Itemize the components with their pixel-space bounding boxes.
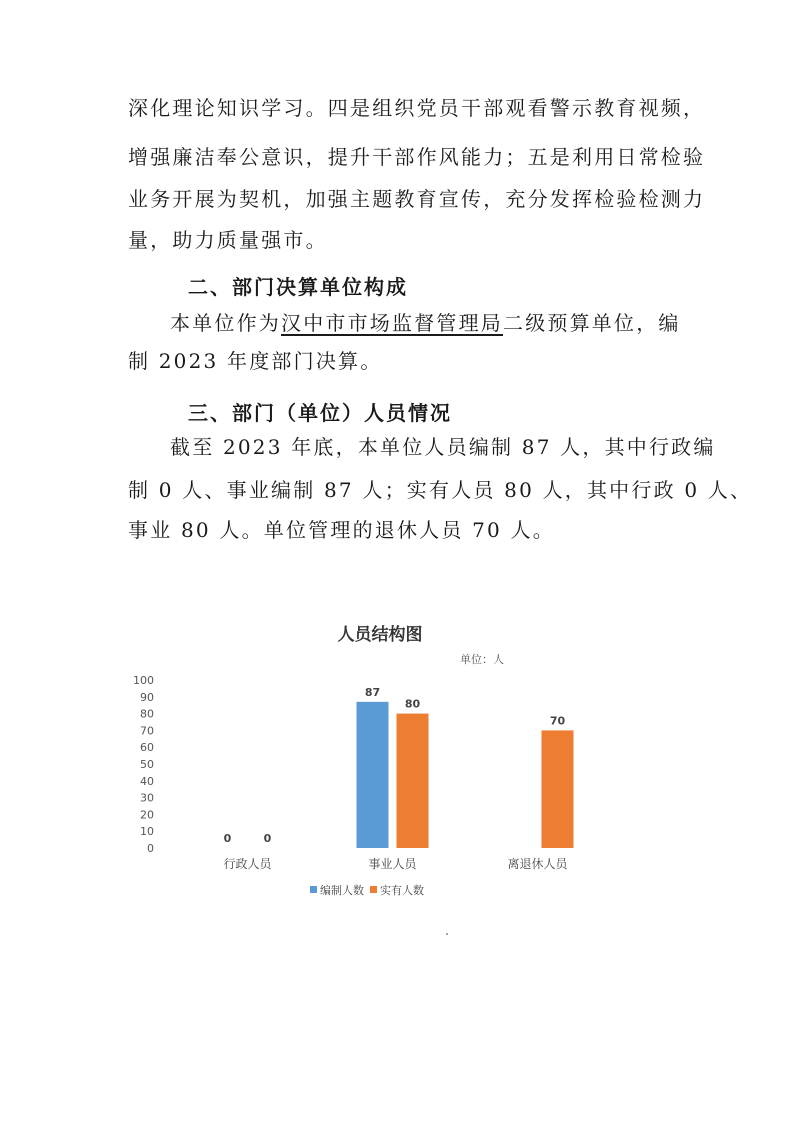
legend-swatch	[310, 886, 317, 893]
x-axis	[223, 856, 568, 871]
legend	[310, 883, 424, 897]
section3-heading: 三、部门（单位）人员情况	[188, 401, 452, 425]
section2-line1	[170, 313, 730, 333]
y-tick-label: 10	[140, 825, 154, 839]
y-tick-label: 20	[140, 808, 154, 822]
paragraph1-line3: 业务开展为契机，加强主题教育宣传，充分发挥检验检测力	[128, 187, 706, 211]
y-tick-label: 30	[140, 791, 154, 805]
legend-label: 实有人数	[380, 884, 424, 897]
section2-line2: 制 2023 年度部门决算。	[128, 349, 383, 373]
data-label: 80	[404, 697, 421, 711]
x-category-label: 事业人员	[368, 857, 417, 871]
y-tick-label: 90	[140, 690, 154, 704]
section2-line1-prefix: 本单位作为	[170, 311, 281, 335]
bars	[224, 686, 574, 848]
bar-actual	[397, 714, 429, 848]
legend-swatch	[370, 886, 377, 893]
y-axis	[133, 674, 154, 855]
data-label: 0	[263, 832, 272, 845]
x-category-label: 行政人员	[223, 857, 272, 871]
y-tick-label: 80	[140, 707, 154, 721]
section2-heading: 二、部门决算单位构成	[188, 275, 408, 299]
chart-title: 人员结构图	[337, 625, 423, 645]
bar-actual	[542, 730, 574, 848]
x-category-label: 离退休人员	[507, 857, 568, 871]
section2-line1-suffix: 二级预算单位，编	[503, 311, 681, 335]
y-tick-label: 70	[140, 724, 154, 738]
y-tick-label: 60	[140, 741, 154, 755]
section3-line3: 事业 80 人。单位管理的退休人员 70 人。	[128, 518, 555, 542]
chart-unit-label: 单位：人	[460, 653, 504, 666]
section3-line2: 制 0 人、事业编制 87 人；实有人员 80 人，其中行政 0 人、	[128, 478, 753, 502]
y-tick-label: 40	[140, 774, 154, 788]
bar-authorized	[357, 702, 389, 848]
paragraph1-line1: 深化理论知识学习。四是组织党员干部观看警示教育视频，	[128, 96, 706, 120]
section3-line1: 截至 2023 年底，本单位人员编制 87 人，其中行政编	[170, 435, 716, 459]
paragraph1-line2: 增强廉洁奉公意识，提升干部作风能力；五是利用日常检验	[128, 145, 706, 169]
data-label: 87	[364, 685, 381, 699]
data-label: 70	[549, 714, 566, 728]
staff-structure-chart	[130, 610, 670, 920]
parent-agency-name: 汉中市市场监督管理局	[281, 311, 503, 335]
y-tick-label: 50	[140, 758, 154, 771]
paragraph1-line4: 量，助力质量强市。	[128, 228, 328, 252]
legend-label: 编制人数	[320, 884, 364, 897]
y-tick-label: 0	[147, 842, 154, 855]
data-label: 0	[223, 832, 232, 845]
y-tick-label: 100	[133, 674, 154, 687]
scan-speck	[446, 933, 448, 935]
